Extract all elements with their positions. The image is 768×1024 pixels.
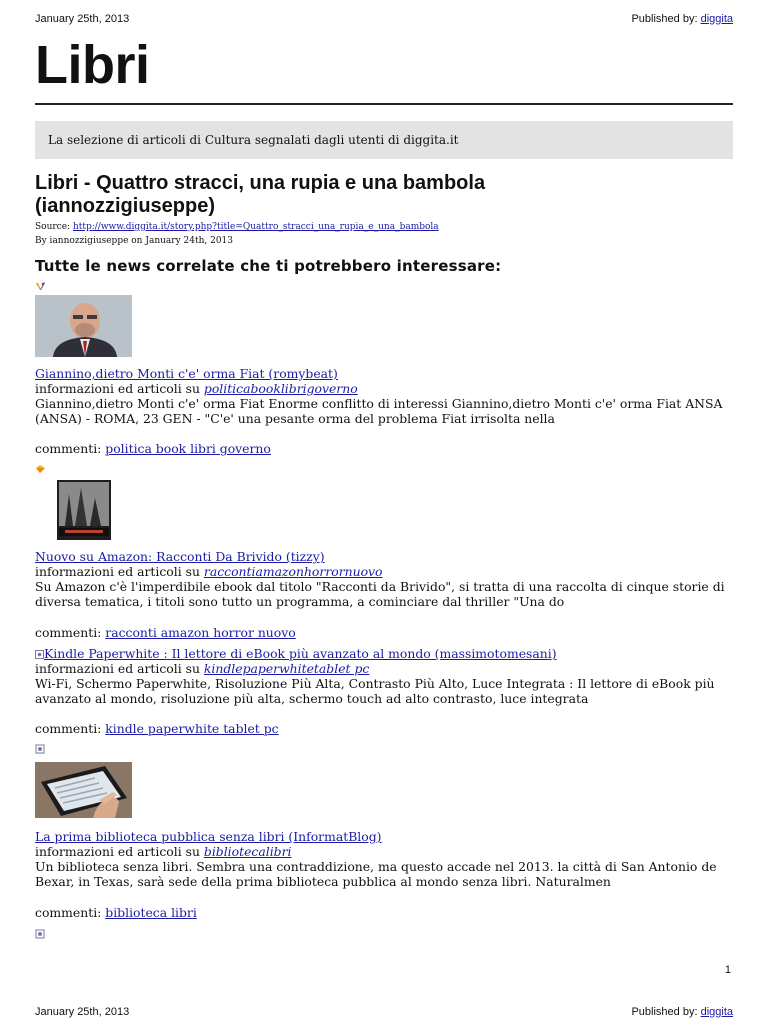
news-title-link[interactable]: Giannino,dietro Monti c'e' orma Fiat (romybeat)	[35, 366, 338, 381]
news-tags-line: informazioni ed articoli su politicabooklibrigoverno	[35, 381, 358, 396]
news-title	[35, 549, 733, 564]
footer-date: January 25th, 2013	[35, 1006, 130, 1018]
page-number: 1	[724, 964, 731, 976]
site-title: Libri	[35, 35, 150, 95]
news-description: Giannino,dietro Monti c'e' orma Fiat Enorme conflitto di interessi Giannino,dietro Monti c'e' orma Fiat ANSA (ANSA) - ROMA, 23 GEN - "C'e' una pesante orma del problema Fiat irrisolta nella	[35, 396, 723, 426]
news-description: Wi-Fi, Schermo Paperwhite, Risoluzione Più Alta, Contrasto Più Alto, Luce Integrata : Il lettore di eBook più avanzato al mondo, risoluzione più alta, schermo touch ad alto contrasto, luce integrata	[35, 676, 715, 706]
news-comments-line: commenti: biblioteca libri	[35, 905, 197, 920]
article-title: Libri - Quattro stracci, una rupia e una bambola (iannozzigiuseppe)	[35, 172, 486, 217]
broken-image-icon	[35, 650, 44, 659]
source-favicon-icon	[35, 281, 46, 292]
title-divider	[35, 103, 733, 105]
news-tags-line: informazioni ed articoli su raccontiamazonhorrornuovo	[35, 564, 383, 579]
broken-image-icon	[35, 744, 46, 755]
news-description: Un biblioteca senza libri. Sembra una contraddizione, ma questo accade nel 2013. la città di San Antonio de Bexar, in Texas, sarà sede della prima biblioteca pubblica al mondo senza libri. Naturalmen	[35, 859, 717, 889]
news-tags-link[interactable]: raccontiamazonhorrornuovo	[203, 564, 383, 579]
article-source: Source: http://www.diggita.it/story.php?title=Quattro_stracci_una_rupia_e_una_bambola	[35, 222, 439, 232]
broken-image-icon	[35, 929, 46, 940]
article-byline: By iannozzigiuseppe on January 24th, 2013	[35, 236, 234, 246]
news-tags-link[interactable]: kindlepaperwhitetablet pc	[203, 661, 370, 676]
page-footer	[35, 1006, 733, 1020]
site-tagline: La selezione di articoli di Cultura segnalati dagli utenti di diggita.it	[35, 121, 733, 159]
related-heading: Tutte le news correlate che ti potrebbero interessare:	[35, 257, 502, 275]
news-description: Su Amazon c'è l'imperdibile ebook dal titolo "Racconti da Brivido", si tratta di una raccolta di cinque storie di diversa tematica, i titoli sono tutto un programma, a cominciare dal thriller "Una do	[35, 579, 725, 609]
news-tags-line: informazioni ed articoli su bibliotecalibri	[35, 844, 292, 859]
header-publisher: Published by: diggita	[631, 13, 733, 25]
publisher-link[interactable]: diggita	[700, 1006, 733, 1018]
source-favicon-icon	[35, 464, 46, 475]
news-title-link[interactable]: Kindle Paperwhite : Il lettore di eBook più avanzato al mondo (massimotomesani)	[44, 646, 557, 661]
news-comments-link[interactable]: kindle paperwhite tablet pc	[105, 721, 279, 736]
publisher-link[interactable]: diggita	[700, 13, 733, 25]
news-thumbnail-book-cover[interactable]	[35, 480, 111, 540]
news-comments-link[interactable]: racconti amazon horror nuovo	[105, 625, 296, 640]
source-link[interactable]: http://www.diggita.it/story.php?title=Quattro_stracci_una_rupia_e_una_bambola	[72, 222, 439, 232]
news-thumbnail-portrait[interactable]	[35, 295, 132, 357]
news-title	[35, 366, 733, 381]
news-tags-link[interactable]: bibliotecalibri	[203, 844, 292, 859]
news-tags-line: informazioni ed articoli su kindlepaperwhitetablet pc	[35, 661, 370, 676]
page-header	[35, 13, 733, 27]
news-title	[35, 646, 733, 661]
footer-publisher: Published by: diggita	[631, 1006, 733, 1018]
news-comments-line: commenti: politica book libri governo	[35, 441, 271, 456]
news-comments-link[interactable]: politica book libri governo	[105, 441, 271, 456]
news-thumbnail-tablet[interactable]	[35, 762, 132, 818]
news-title-link[interactable]: La prima biblioteca pubblica senza libri (InformatBlog)	[35, 829, 382, 844]
news-title-link[interactable]: Nuovo su Amazon: Racconti Da Brivido (tizzy)	[35, 549, 325, 564]
news-comments-link[interactable]: biblioteca libri	[105, 905, 197, 920]
news-tags-link[interactable]: politicabooklibrigoverno	[203, 381, 358, 396]
news-comments-line: commenti: kindle paperwhite tablet pc	[35, 721, 279, 736]
news-comments-line: commenti: racconti amazon horror nuovo	[35, 625, 296, 640]
news-title	[35, 829, 733, 844]
header-date: January 25th, 2013	[35, 13, 130, 25]
